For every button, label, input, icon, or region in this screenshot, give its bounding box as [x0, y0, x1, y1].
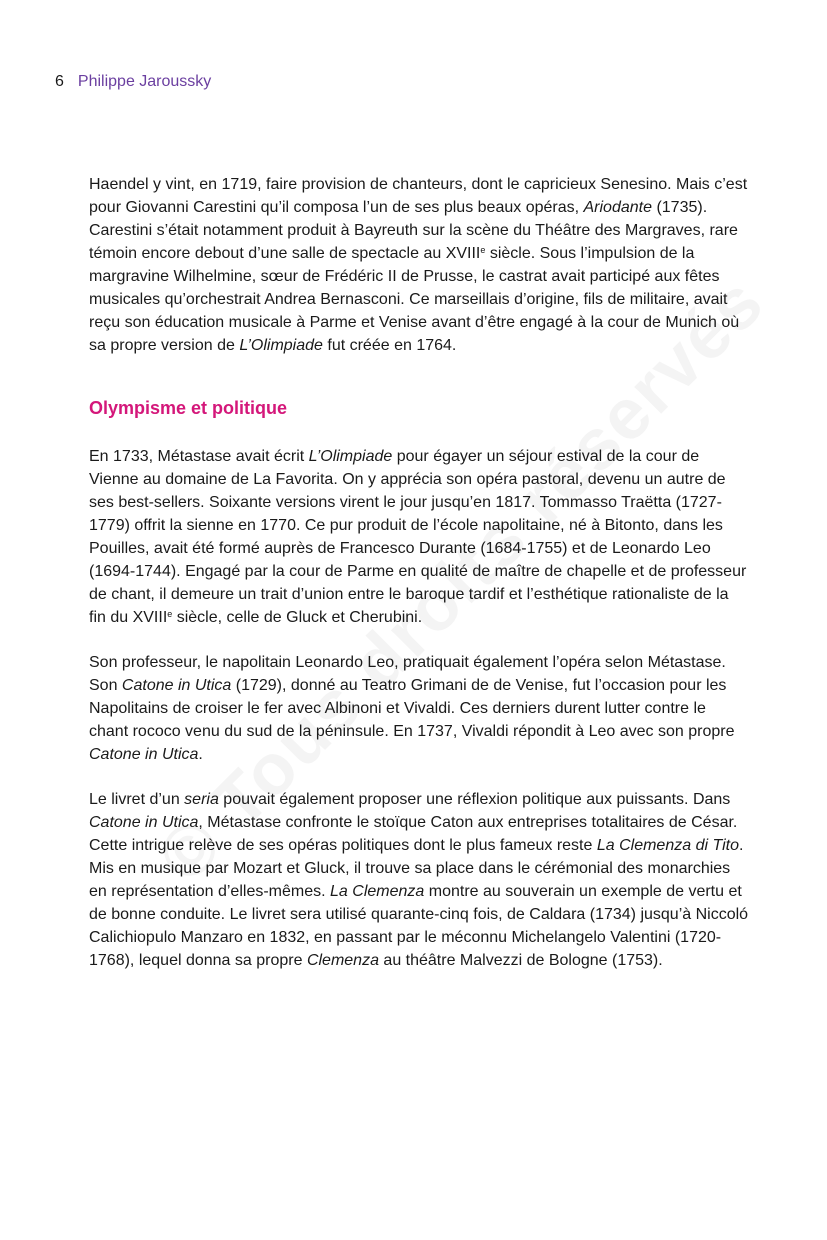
- paragraph-1: [89, 173, 749, 357]
- italic-title: L’Olimpiade: [308, 448, 393, 465]
- italic-title: Catone in Utica: [89, 814, 199, 831]
- text-span: En 1733, Métastase avait écrit: [89, 448, 309, 465]
- spacer: [89, 357, 749, 395]
- superscript: e: [480, 245, 486, 255]
- running-header: [55, 73, 211, 91]
- paragraph-4: [89, 788, 749, 972]
- text-span: pour égayer un séjour estival de la cour de Vienne au domaine de La Favorita. On y apprécia son opéra pastoral, devenu un autre de ses best-sellers. Soixante versions virent le jour jusqu’en 1817. Tommasso Traëtta (1727-1779) offrit la sienne en 1770. Ce pur produit de l’école napolitaine, né à Bitonto, dans les Pouilles, avait été formé auprès de Francesco Durante (1684-1755) et de Leonardo Leo (1694-1744). Engagé par la cour de Parme en qualité de maître de chapelle et de professeur de chant, il demeure un trait d’union entre le baroque tardif et l’esthétique rationaliste de la fin du XVIII: [89, 448, 747, 626]
- text-span: , Métastase confronte le stoïque Caton aux entreprises totalitaires de César. Cette intrigue relève de ses opéras politiques dont le plus fameux reste: [89, 814, 738, 854]
- page-body: [89, 173, 749, 972]
- page-number: 6: [55, 73, 64, 90]
- text-span: siècle, celle de Gluck et Cherubini.: [172, 609, 423, 626]
- text-span: siècle. Sous l’impulsion de la margravine Wilhelmine, sœur de Frédéric II de Prusse, le castrat avait participé aux fêtes musicales qu’orchestrait Andrea Bernasconi. Ce marseillais d’origine, fils de militaire, avait reçu son éducation musicale à Parme et Venise avant d’être engagé à la cour de Munich où sa propre version de: [89, 245, 740, 354]
- italic-title: La Clemenza: [330, 883, 425, 900]
- text-span: fut créée en 1764.: [322, 337, 457, 354]
- text-span: au théâtre Malvezzi de Bologne (1753).: [378, 952, 663, 969]
- text-span: Le livret d’un: [89, 791, 185, 808]
- book-title: Philippe Jaroussky: [77, 73, 212, 90]
- paragraph-2: [89, 445, 749, 629]
- text-span: . Mis en musique par Mozart et Gluck, il trouve sa place dans le cérémonial des monarchies en représentation d’elles-mêmes.: [89, 837, 744, 900]
- text-span: .: [198, 746, 203, 763]
- text-span: pouvait également proposer une réflexion politique aux puissants. Dans: [218, 791, 731, 808]
- superscript: e: [167, 609, 173, 619]
- italic-title: L’Olimpiade: [239, 337, 323, 354]
- text-span: (1729), donné au Teatro Grimani de de Venise, fut l’occasion pour les Napolitains de croiser le fer avec Albinoni et Vivaldi. Ces derniers durent lutter contre le chant rococo venu du sud de la péninsule. En 1737, Vivaldi répondit à Leo avec son propre: [89, 677, 735, 740]
- italic-title: La Clemenza di Tito: [596, 837, 739, 854]
- italic-title: Catone in Utica: [121, 677, 232, 694]
- section-heading: Olympisme et politique: [89, 398, 288, 418]
- italic-title: seria: [184, 791, 219, 808]
- text-span: Haendel y vint, en 1719, faire provision de chanteurs, dont le capricieux Senesino. Mais c’est pour Giovanni Carestini qu’il composa l’un de ses plus beaux opéras,: [89, 176, 748, 216]
- italic-title: Ariodante: [583, 199, 652, 216]
- text-span: montre au souverain un exemple de vertu et de bonne conduite. Le livret sera utilisé quarante-cinq fois, de Caldara (1734) jusqu’à Niccoló Calichiopulo Manzaro en 1832, en passant par le méconnu Michelangelo Valentini (1720-1768), lequel donna sa propre: [89, 883, 749, 969]
- italic-title: Clemenza: [306, 952, 379, 969]
- text-span: (1735). Carestini s’était notamment produit à Bayreuth sur la scène du Théâtre des Margraves, rare témoin encore debout d’une salle de spectacle au XVIII: [89, 199, 738, 262]
- italic-title: Catone in Utica: [89, 746, 199, 763]
- paragraph-3: [89, 651, 749, 766]
- text-span: Son professeur, le napolitain Leonardo Leo, pratiquait également l’opéra selon Métastase. Son: [89, 654, 726, 694]
